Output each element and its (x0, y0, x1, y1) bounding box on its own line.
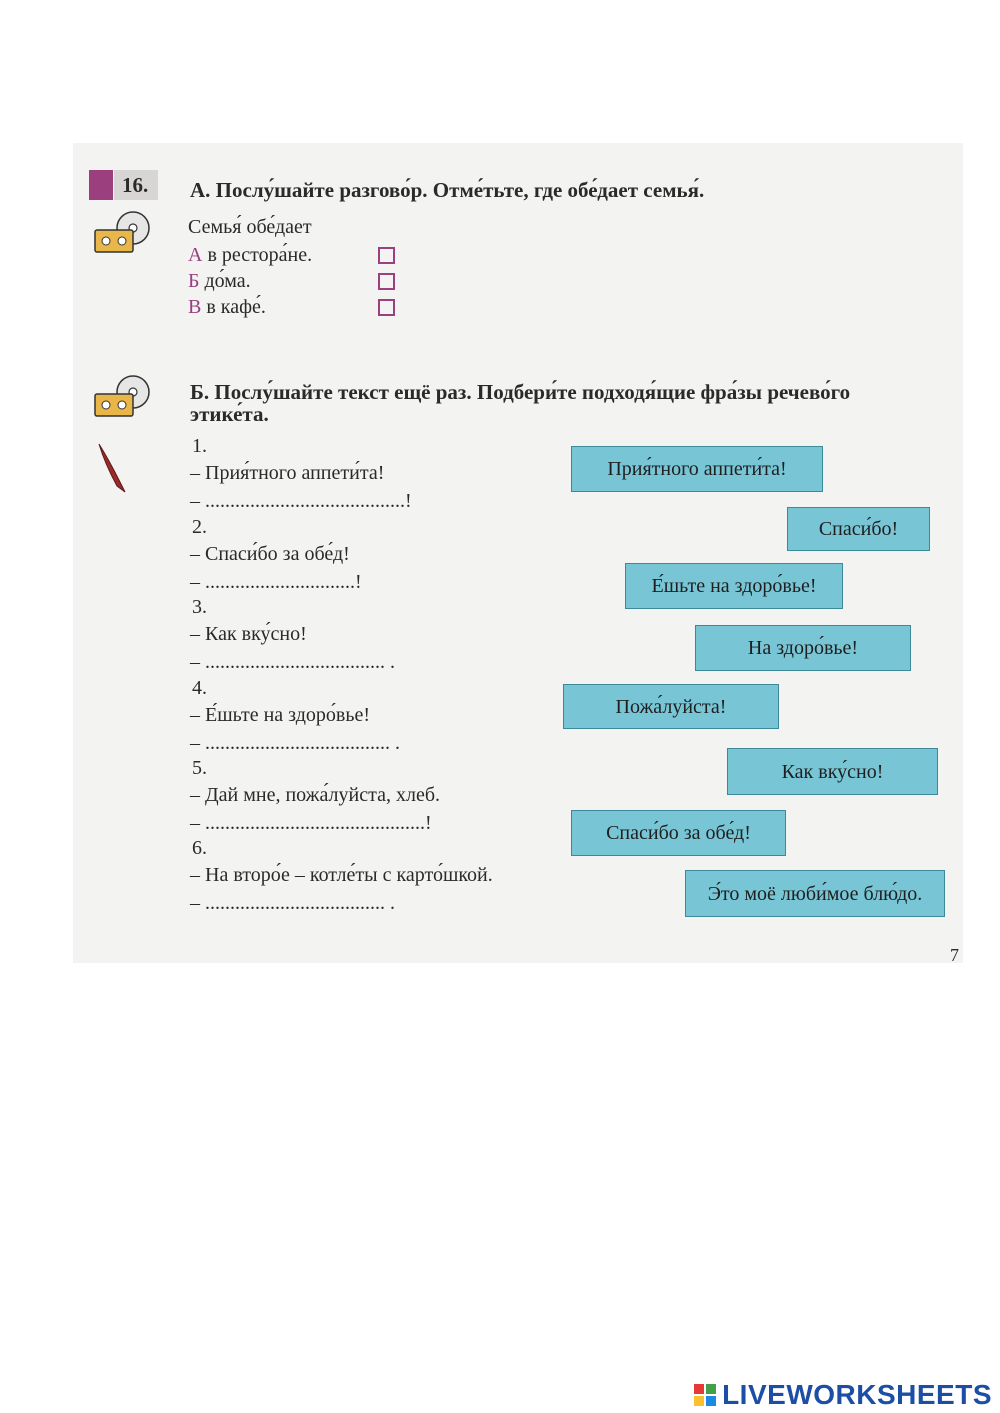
option-a-checkbox[interactable] (378, 247, 395, 264)
answer-card[interactable]: Спаси́бо! (787, 507, 930, 551)
dialogue-4-answer-blank[interactable]: – ..................................... . (190, 732, 400, 754)
answer-card[interactable]: Е́шьте на здоро́вье! (625, 563, 843, 609)
liveworksheets-logo-icon (694, 1384, 716, 1406)
dialogue-3-answer-blank[interactable]: – .................................... . (190, 651, 395, 673)
option-b-text: до́ма. (204, 270, 251, 292)
audio-cassette-cd-icon (93, 374, 159, 420)
dialogue-2-line: – Спаси́бо за обе́д! (190, 543, 350, 565)
dialogue-2-number: 2. (192, 516, 207, 538)
dialogue-2-answer-blank[interactable]: – ..............................! (190, 571, 362, 593)
option-a-text: в рестора́не. (207, 244, 313, 266)
footer-brand-text: LIVEWORKSHEETS (722, 1379, 992, 1410)
answer-card[interactable]: Спаси́бо за обе́д! (571, 810, 786, 856)
dialogue-6-number: 6. (192, 837, 207, 859)
part-b-title-line1: Б. Послу́шайте текст ещё раз. Подбери́те подходя́щие фра́зы речево́го (190, 380, 851, 404)
answer-card[interactable]: На здоро́вье! (695, 625, 911, 671)
option-c (188, 296, 266, 319)
exercise-number: 16. (114, 170, 158, 200)
option-b-letter: Б (188, 270, 200, 292)
dialogue-5-number: 5. (192, 757, 207, 779)
exercise-marker (89, 170, 113, 200)
dialogue-6-answer-blank[interactable]: – .................................... . (190, 892, 395, 914)
option-c-text: в кафе́. (206, 296, 266, 318)
dialogue-4-line: – Е́шьте на здоро́вье! (190, 704, 370, 726)
pen-nib-icon (95, 440, 131, 496)
dialogue-4-number: 4. (192, 677, 207, 699)
part-a-prompt: Семья́ обе́дает (188, 216, 312, 238)
dialogue-3-number: 3. (192, 596, 207, 618)
answer-card[interactable]: Э́то моё люби́мое блю́до. (685, 870, 945, 917)
option-a (188, 244, 312, 267)
part-a-title: А. Послу́шайте разгово́р. Отме́тьте, где обе́дает семья́. (190, 178, 705, 202)
answer-card[interactable]: Пожа́луйста! (563, 684, 779, 729)
dialogue-6-line: – На второ́е – котле́ты с карто́шкой. (190, 864, 493, 886)
dialogue-5-answer-blank[interactable]: – ............................................! (190, 812, 432, 834)
dialogue-1-answer-blank[interactable]: – ........................................! (190, 490, 412, 512)
option-b (188, 270, 251, 293)
option-a-letter: А (188, 244, 203, 266)
dialogue-3-line: – Как вку́сно! (190, 623, 307, 645)
option-c-checkbox[interactable] (378, 299, 395, 316)
answer-card[interactable]: Прия́тного аппети́та! (571, 446, 823, 492)
answer-card[interactable]: Как вку́сно! (727, 748, 938, 795)
dialogue-5-line: – Дай мне, пожа́луйста, хлеб. (190, 784, 440, 806)
footer-brand (694, 1380, 992, 1410)
option-b-checkbox[interactable] (378, 273, 395, 290)
audio-cassette-cd-icon (93, 210, 159, 256)
dialogue-1-line: – Прия́тного аппети́та! (190, 462, 385, 484)
dialogue-1-number: 1. (192, 435, 207, 457)
part-b-title-line2: этике́та. (190, 402, 269, 426)
page-number: 7 (950, 945, 959, 965)
option-c-letter: В (188, 296, 202, 318)
